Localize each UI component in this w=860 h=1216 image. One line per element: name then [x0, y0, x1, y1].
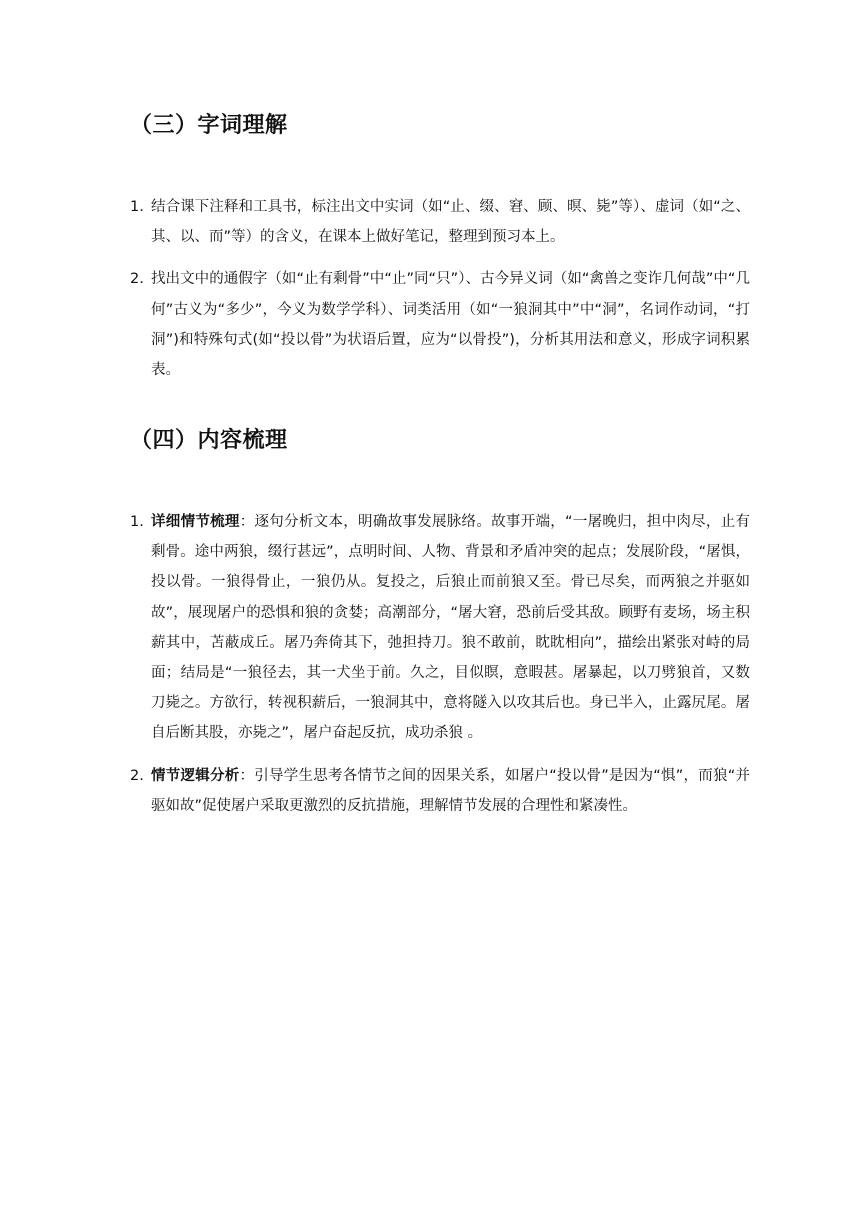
content-list [130, 507, 750, 833]
item-title: 情节逻辑分析 [151, 767, 240, 784]
item-text: ：引导学生思考各情节之间的因果关系，如屠户“投以骨”是因为“惧”，而狼“并驱如故”促使屠户采取更激烈的反抗措施，理解情节发展的合理性和紧凑性。 [151, 767, 751, 814]
item-title: 详细情节梳理 [151, 514, 240, 530]
item-text: 找出文中的通假字（如“止有剩骨”中“止”同“只”）、古今异义词（如“禽兽之变诈几何哉”中“几何”古义为“多少”，今义为数学学科）、词类活用（如“一狼洞其中”中“洞”，名词作动词，“打洞”)和特殊句式(如“投以骨”为状语后置，应为“以骨投”)，分析其用法和意义，形成字词积累表。 [151, 271, 750, 379]
item-text: ：逐句分析文本，明确故事发展脉络。故事开端，“一屠晚归，担中肉尽，止有剩骨。途中两狼，缀行甚远”，点明时间、人物、背景和矛盾冲突的起点；发展阶段，“屠惧，投以骨。一狼得骨止，一狼仍从。复投之，后狼止而前狼又至。骨已尽矣，而两狼之并驱如故”，展现屠户的恐惧和狼的贪婪；高潮部分，“屠大窘，恐前后受其敌。顾野有麦场，场主积薪其中，苫蔽成丘。屠乃奔倚其下，弛担持刀。狼不敢前，眈眈相向”，描绘出紧张对峙的局面；结局是“一狼径去，其一犬坐于前。久之，目似瞑，意暇甚。屠暴起，以刀劈狼首，又数刀毙之。方欲行，转视积薪后，一狼洞其中，意将隧入以攻其后也。身已半入，止露尻尾。屠自后断其股，亦毙之”，屠户奋起反抗，成功杀狼 。 [151, 514, 751, 742]
vocabulary-list [130, 192, 750, 397]
section-heading-3: （三）字词理解 [130, 113, 288, 138]
item-number: 2. [130, 271, 144, 288]
list-item [130, 264, 750, 385]
item-number: 1. [130, 199, 144, 215]
item-number: 2. [130, 767, 144, 784]
section-heading-4: （四）内容梳理 [130, 428, 288, 453]
item-text: 结合课下注释和工具书，标注出文中实词（如“止、缀、窘、顾、暝、毙”等）、虚词（如“之、其、以、而”等）的含义，在课本上做好笔记，整理到预习本上。 [151, 199, 750, 246]
list-item [130, 192, 750, 252]
item-number: 1. [130, 514, 144, 530]
list-item [130, 761, 750, 821]
list-item [130, 507, 750, 749]
